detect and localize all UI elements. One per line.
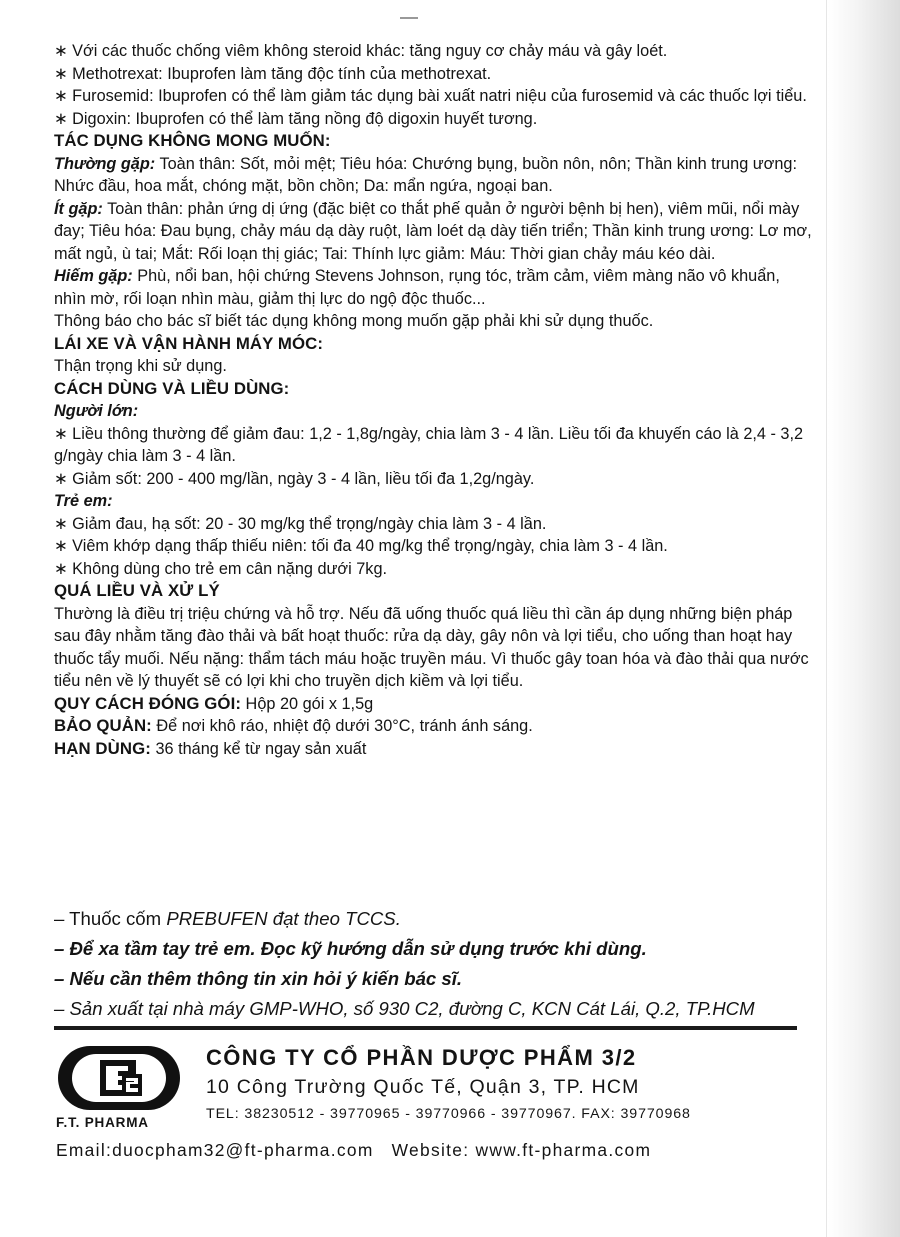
common-label: Thường gặp: <box>54 154 156 173</box>
uncommon-label: Ít gặp: <box>54 199 103 218</box>
children-label: Trẻ em: <box>54 492 113 510</box>
note-manufacturer: – Sản xuất tại nhà máy GMP-WHO, số 930 C2, đường C, KCN Cát Lái, Q.2, TP.HCM <box>54 998 755 1019</box>
storage-text: Để nơi khô ráo, nhiệt độ dưới 30°C, tránh ánh sáng. <box>151 717 533 735</box>
note-standard-prefix: – Thuốc cốm <box>54 908 167 929</box>
footer-divider <box>54 1026 797 1030</box>
overdose-text: Thường là điều trị triệu chứng và hỗ trợ. Nếu đã uống thuốc quá liều thì cần áp dụng những biện pháp sau đây nhằm tăng đào thải và bất hoạt thuốc: rửa dạ dày, gây nôn và lợi tiểu, cho uống than hoạt hay thuốc tẩy muối. Nếu nặng: thẩm tách máu hoặc truyền máu. Vì thuốc gây toan hóa và đào thải qua nước tiểu nên về lý thuyết sẽ có lợi khi cho truyền dịch kiềm và lợi tiểu. <box>54 604 809 690</box>
adults-dose-fever: ∗ Giảm sốt: 200 - 400 mg/lần, ngày 3 - 4 lần, liều tối đa 1,2g/ngày. <box>54 468 814 491</box>
note-standard-rest: PREBUFEN đạt theo TCCS. <box>166 908 401 929</box>
children-dose-arthritis: ∗ Viêm khớp dạng thấp thiếu niên: tối đa 40 mg/kg thể trọng/ngày, chia làm 3 - 4 lần. <box>54 535 814 558</box>
interaction-methotrexat: ∗ Methotrexat: Ibuprofen làm tăng độc tính của methotrexat. <box>54 63 814 86</box>
adults-dose-pain: ∗ Liều thông thường để giảm đau: 1,2 - 1,8g/ngày, chia làm 3 - 4 lần. Liều tối đa khuyến cáo là 2,4 - 3,2 g/ngày chia làm 3 - 4 lần. <box>54 423 814 468</box>
page-edge-line <box>826 0 827 1237</box>
top-mark <box>400 17 418 19</box>
side-effects-common <box>54 153 814 198</box>
company-name: CÔNG TY CỔ PHẦN DƯỢC PHẨM 3/2 <box>206 1045 637 1070</box>
notes-block <box>54 904 824 1024</box>
expiry-text: 36 tháng kể từ ngay sản xuất <box>150 739 367 758</box>
ft-pharma-logo-icon <box>56 1044 180 1112</box>
company-address: 10 Công Trường Quốc Tế, Quận 3, TP. HCM <box>206 1076 640 1098</box>
interaction-digoxin: ∗ Digoxin: Ibuprofen có thể làm tăng nồng độ digoxin huyết tương. <box>54 108 814 131</box>
common-text: Toàn thân: Sốt, mỏi mệt; Tiêu hóa: Chướng bụng, buồn nôn, nôn; Thần kinh trung ương: Nhức đầu, hoa mắt, chóng mặt, bồn chồn; Da: mẩn ngứa, ngoại ban. <box>54 154 797 195</box>
rare-text: Phù, nổi ban, hội chứng Stevens Johnson, rụng tóc, trầm cảm, viêm màng não vô khuẩn, nhìn mờ, rối loạn nhìn màu, giảm thị lực do ngộ độc thuốc... <box>54 267 780 308</box>
expiry-label: HẠN DÙNG: <box>54 738 151 758</box>
note-ask-doctor: – Nếu cần thêm thông tin xin hỏi ý kiến bác sĩ. <box>54 968 463 989</box>
company-email: Email:duocpham32@ft-pharma.com <box>56 1140 374 1160</box>
logo-caption: F.T. PHARMA <box>56 1115 149 1130</box>
leaflet-body <box>54 40 814 760</box>
note-standard <box>54 904 824 934</box>
storage-line <box>54 715 814 738</box>
packaging-line <box>54 693 814 716</box>
driving-heading: LÁI XE VÀ VẬN HÀNH MÁY MÓC: <box>54 333 324 353</box>
adults-label: Người lớn: <box>54 402 139 420</box>
dosage-heading: CÁCH DÙNG VÀ LIỀU DÙNG: <box>54 378 290 398</box>
children-dose-pain: ∗ Giảm đau, hạ sốt: 20 - 30 mg/kg thể trọng/ngày chia làm 3 - 4 lần. <box>54 513 814 536</box>
storage-label: BẢO QUẢN: <box>54 716 152 735</box>
page-edge-shadow <box>828 0 900 1237</box>
company-phones: TEL: 38230512 - 39770965 - 39770966 - 39770967. FAX: 39770968 <box>206 1106 691 1122</box>
children-weight-limit: ∗ Không dùng cho trẻ em cân nặng dưới 7kg. <box>54 558 814 581</box>
company-contacts <box>56 1140 651 1161</box>
uncommon-text: Toàn thân: phản ứng dị ứng (đặc biệt co thắt phế quản ở người bệnh bị hen), viêm mũi, nổi mày đay; Tiêu hóa: Đau bụng, chảy máu dạ dày ruột, làm loét dạ dày tiến triển; Thần kinh trung ương: Lơ mơ, mất ngủ, ù tai; Mắt: Rối loạn thị giác; Tai: Thính lực giảm: Máu: Thời gian chảy máu kéo dài. <box>54 199 812 263</box>
note-children-warning: – Để xa tầm tay trẻ em. Đọc kỹ hướng dẫn sử dụng trước khi dùng. <box>54 938 647 959</box>
overdose-heading: QUÁ LIỀU VÀ XỬ LÝ <box>54 581 220 600</box>
driving-text: Thận trọng khi sử dụng. <box>54 357 227 375</box>
side-effects-notice: Thông báo cho bác sĩ biết tác dụng không mong muốn gặp phải khi sử dụng thuốc. <box>54 312 654 330</box>
interaction-furosemid: ∗ Furosemid: Ibuprofen có thể làm giảm tác dụng bài xuất natri niệu của furosemid và các thuốc lợi tiểu. <box>54 85 814 108</box>
expiry-line <box>54 738 814 761</box>
rare-label: Hiếm gặp: <box>54 267 133 285</box>
interaction-nsaid: ∗ Với các thuốc chống viêm không steroid khác: tăng nguy cơ chảy máu và gây loét. <box>54 40 814 63</box>
packaging-text: Hộp 20 gói x 1,5g <box>241 694 374 713</box>
side-effects-rare <box>54 265 814 310</box>
side-effects-uncommon <box>54 198 814 266</box>
packaging-label: QUY CÁCH ĐÓNG GÓI: <box>54 693 242 713</box>
company-website: Website: www.ft-pharma.com <box>391 1140 652 1160</box>
side-effects-heading: TÁC DỤNG KHÔNG MONG MUỐN: <box>54 131 331 150</box>
